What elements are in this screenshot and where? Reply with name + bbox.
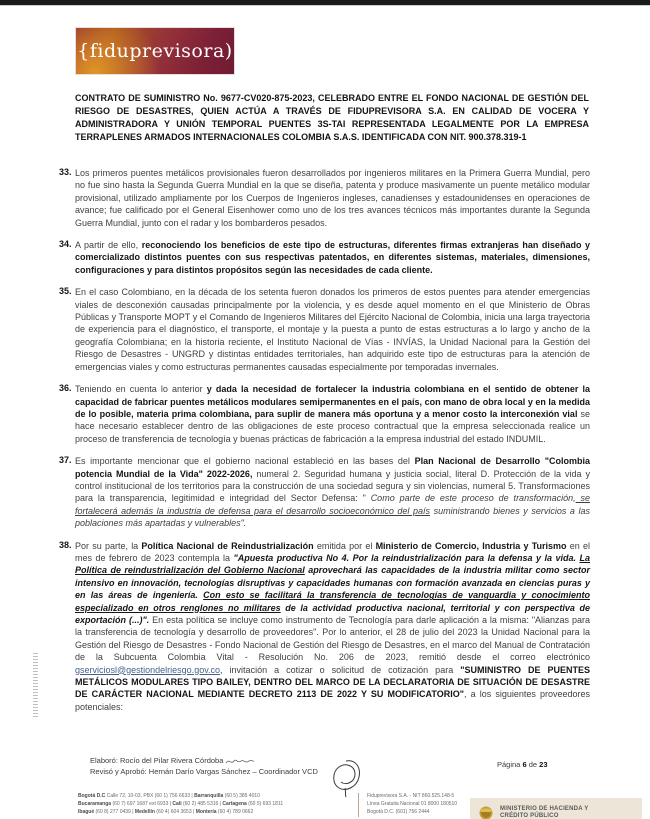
text-run: Teniendo en cuenta lo anterior: [75, 384, 207, 395]
text-run: suministrando bienes y servicios a las poblaciones más apartadas y vulnerables".: [75, 505, 590, 529]
text-run: Montería: [195, 809, 217, 815]
reviso-text: Revisó y Aprobó: Hernán Darío Vargas Sánchez – Coordinador VCD: [90, 767, 318, 777]
footer-company-line: Línea Gratuita Nacional 01 8000 180510: [367, 801, 458, 807]
footer-office-line: [78, 792, 350, 800]
coat-of-arms-icon: [478, 805, 494, 819]
paragraph-number: 33.: [59, 167, 72, 177]
text-run: En el caso Colombiano, en la década de los setenta fueron donados los primeros de estos puentes para atender emergencias viales de desconexión causadas principalmente por la violencia, y es desde aquel momento en el que Ministerio de Obras Públicas y Transporte MOPT y el Comando de Ingenieros Militares del Ejército Nacional de Colombia, inicia una larga trayectoria de experiencia para el diagnóstico, el transporte, el montaje y la puesta a punto de estas estructuras a lo largo y ancho de la geografía Colombiana; en la historia reciente, el Instituto Nacional de Vías - INVÍAS, la Unidad Nacional para la Gestión del Riesgo de Desastres - UNGRD y distintas entidades territoriales, han adquirido este tipo de estructuras para la atención de emergencias viales y como estructuras permanentes causadas especialmente por temporadas invernales.: [75, 287, 590, 372]
text-run: se fortalecerá además la industria de defensa para el desarrollo socioeconómico del país: [75, 493, 590, 516]
page-current: 6: [522, 760, 527, 769]
text-run: Cali: [172, 801, 182, 807]
text-run: (60 2) 485 5316 |: [181, 801, 223, 807]
text-run: Barranquilla: [194, 793, 224, 799]
text-run: Plan Nacional de Desarrollo "Colombia potencia Mundial de la Vida" 2022-2026,: [75, 456, 590, 479]
text-run: Calle 72, 10-03, PBX (60 1) 756 6633 |: [105, 793, 195, 799]
logo-text: {fiduprevisora): [77, 40, 233, 62]
footer-divider: [358, 793, 359, 817]
text-run: "Apuesta productiva No 4. Por la reindustrialización para la defensa y la vida.: [233, 552, 580, 563]
paragraph-number: 35.: [59, 286, 72, 297]
text-run: Con esto se facilitará la transferencia de tecnologías de vanguardia y conocimiento especializado en otros renglones no militares: [75, 590, 591, 613]
contract-paragraph: [59, 455, 590, 529]
reviso-line: [90, 766, 318, 777]
text-run: Es importante mencionar que el gobierno nacional estableció en las bases del: [75, 456, 415, 467]
approval-block: [90, 755, 318, 777]
text-run: En esta política se incluye como instrumento de Tecnología para darle aplicación a la misma: "Alianzas para la transferencia de tecnología y desarrollo de proveedores". Por lo anterior, el 28 de julio del 2023 la Unidad Nacional para la Gestión del Riesgo de Desastres - Fondo Nacional de Gestión del Riesgo de Desastres, en el marco del Manual de Contratación de la Subcuenta Colombia Vital - Resolución No. 206 de 2023, remitió desde el correo electrónico: [75, 615, 590, 663]
text-run: Bucaramanga: [78, 801, 112, 807]
text-run: A partir de ello,: [75, 240, 142, 251]
text-run: , a los siguientes proveedores potenciales:: [75, 689, 590, 712]
text-run: aprovechará las capacidades de la industria militar como sector intensivo en innovación, tecnologías disruptivas y capacidades humanas con formación avanzada en ciencias puras y en las áreas de ingeniería.: [75, 565, 590, 601]
contract-paragraph: [59, 540, 590, 714]
ministry-name: [500, 806, 588, 819]
text-run: reconociendo los beneficios de este tipo de estructuras, diferentes firmas extranjeras han diseñado y comercializado distintos puentes con sus respectivas patentados, en diferentes sistemas, materiales, dimensiones, configuraciones y para distintos propósitos según las necesidades de cada cliente.: [75, 240, 590, 275]
contract-paragraphs: [59, 167, 590, 723]
text-run: en el mes de febrero de 2023 contempla la: [75, 540, 590, 563]
ministry-badge: [470, 798, 642, 819]
text-run: de la actividad productiva nacional, territorial y con perspectiva de exportación (...)".: [75, 602, 590, 625]
text-run: (60 4) 789 0662: [216, 809, 254, 815]
page-total: 23: [539, 760, 548, 769]
text-run: (60 5) 693 1811: [246, 801, 284, 807]
text-run: Política Nacional de Reindustrialización: [141, 540, 314, 551]
email-link[interactable]: gserviciosl@gestiondelriesgo.gov.co: [75, 664, 221, 675]
paragraph-text: [75, 455, 590, 529]
text-run: , invitación a cotizar o solicitud de cotización para: [220, 664, 461, 675]
text-run: Medellín: [134, 809, 155, 815]
text-run: numeral 2. Seguridad humana y justicia social, literal D. Protección de la vida y control institucional de los territorios para la construcción de una sociedad segura y sin violencias, numeral 5. Transformaciones para la transparencia, legitimidad e integridad del Sector Defensa: ": [75, 468, 590, 504]
text-run: (60 4) 604 3653 |: [154, 809, 196, 815]
text-run: Ministerio de Comercio, Industria y Turismo: [375, 540, 567, 551]
footer-office-line: [78, 808, 350, 816]
paragraph-number: 37.: [59, 455, 72, 466]
elaboro-text: Elaboró: Rocío del Pilar Rivera Córdoba: [90, 756, 224, 765]
footer-office-line: [78, 800, 350, 808]
elaboro-line: [90, 755, 318, 766]
page-separator: de: [528, 760, 538, 769]
paragraph-number: 34.: [59, 239, 72, 250]
footer-company-line: Fiduprevisora S.A. - NIT 860.525.148-5: [367, 793, 455, 799]
scan-top-edge: [0, 0, 650, 6]
paragraph-text: [75, 383, 590, 445]
contract-paragraph: [59, 167, 590, 229]
text-run: emitida por el: [313, 540, 376, 551]
contract-paragraph: [59, 239, 590, 276]
footer-company-info: [367, 792, 475, 816]
text-run: La Política de reindustrialización del Gobierno Nacional: [75, 552, 591, 576]
text-run: (60 8) 277 0439 |: [94, 809, 135, 815]
text-run: Ibagué: [78, 809, 95, 815]
footer-company-line: Bogotá D.C. (601) 756 2444: [367, 809, 430, 815]
paragraph-text: [75, 239, 590, 276]
paragraph-text: [75, 540, 590, 714]
text-run: "SUMINISTRO DE PUENTES METÁLICOS MODULARES TIPO BAILEY, DENTRO DEL MARCO DE LA DECLARATORIA DE SITUACIÓN DE DESASTRE DE CARÁCTER NACIONAL MEDIANTE DECRETO 2113 DE 2022 Y SU MODIFICATORIO": [75, 664, 590, 700]
page-number: [497, 760, 548, 769]
ministry-line1: MINISTERIO DE HACIENDA Y: [500, 806, 589, 812]
text-run: Como parte de este proceso de transformación,: [370, 493, 576, 504]
page-label: Página: [497, 760, 521, 769]
text-run: se hace necesario establecer dentro de las obligaciones de este proceso contractual que la empresa seleccionada realice un proceso de transferencia de tecnología y buenas prácticas de fabricación a la empresa industrial del estado INDUMIL.: [75, 408, 591, 444]
fiduprevisora-logo: [75, 27, 235, 75]
contract-title: CONTRATO DE SUMINISTRO No. 9677-CV020-875-2023, CELEBRADO ENTRE EL FONDO NACIONAL DE GESTIÓN DEL RIESGO DE DESASTRES, QUIEN ACTÚA A TRAVÉS DE FIDUPREVISORA S.A. EN CALIDAD DE VOCERA Y ADMINISTRADORA Y UNIÓN TEMPORAL PUENTES 3S-TAI REPRESENTADA LEGALMENTE POR LA EMPRESA TERRAPLENES ARMADOS INTERNACIONALES COLOMBIA S.A.S. IDENTIFICADA CON NIT. 900.378.319-1: [75, 93, 589, 142]
contract-paragraph: [59, 383, 590, 445]
text-run: Por su parte, la: [75, 540, 142, 551]
paragraph-number: 38.: [59, 539, 72, 550]
margin-vertical-mark: [33, 653, 38, 717]
paragraph-text: [75, 167, 590, 229]
paragraph-text: [75, 286, 590, 373]
text-run: (60 5) 385 4010: [223, 793, 260, 799]
footer-offices: [78, 792, 350, 816]
text-run: Cartagena: [222, 801, 247, 807]
footer: [78, 792, 650, 817]
paragraph-number: 36.: [59, 383, 72, 394]
text-run: Los primeros puentes metálicos provisionales fueron desarrollados por ingenieros militares en la Primera Guerra Mundial, pero no fue sino hasta la Segunda Guerra Mundial en la que se diseña, patenta y produce masivamente un puente metálico modular provisional, utilizado ampliamente por los Cuerpos de Ingenieros ingleses, canadienses y estadounidenses en operaciones de avance; fue calificado por el General Eisenhower como uno de los tres avances técnicos más importantes durante la Segunda Guerra Mundial, junto con el radar y los bombarderos pesados.: [75, 168, 590, 228]
signature-scribble-icon: [225, 756, 255, 766]
ministry-line2: CRÉDITO PÚBLICO: [500, 813, 559, 819]
text-run: y dada la necesidad de fortalecer la industria colombiana en el sentido de obtener la capacidad de fabricar puentes metálicos modulares semipermanentes en el país, con mano de obra local y en la medida de lo posible, materia prima colombiana, para suplir de manera más oportuna y a menor costo la interconexión vial: [75, 384, 591, 419]
contract-paragraph: [59, 286, 590, 373]
text-run: Bogotá D.C: [78, 793, 106, 799]
text-run: (60 7) 697 1687 ext 6933 |: [111, 801, 173, 807]
